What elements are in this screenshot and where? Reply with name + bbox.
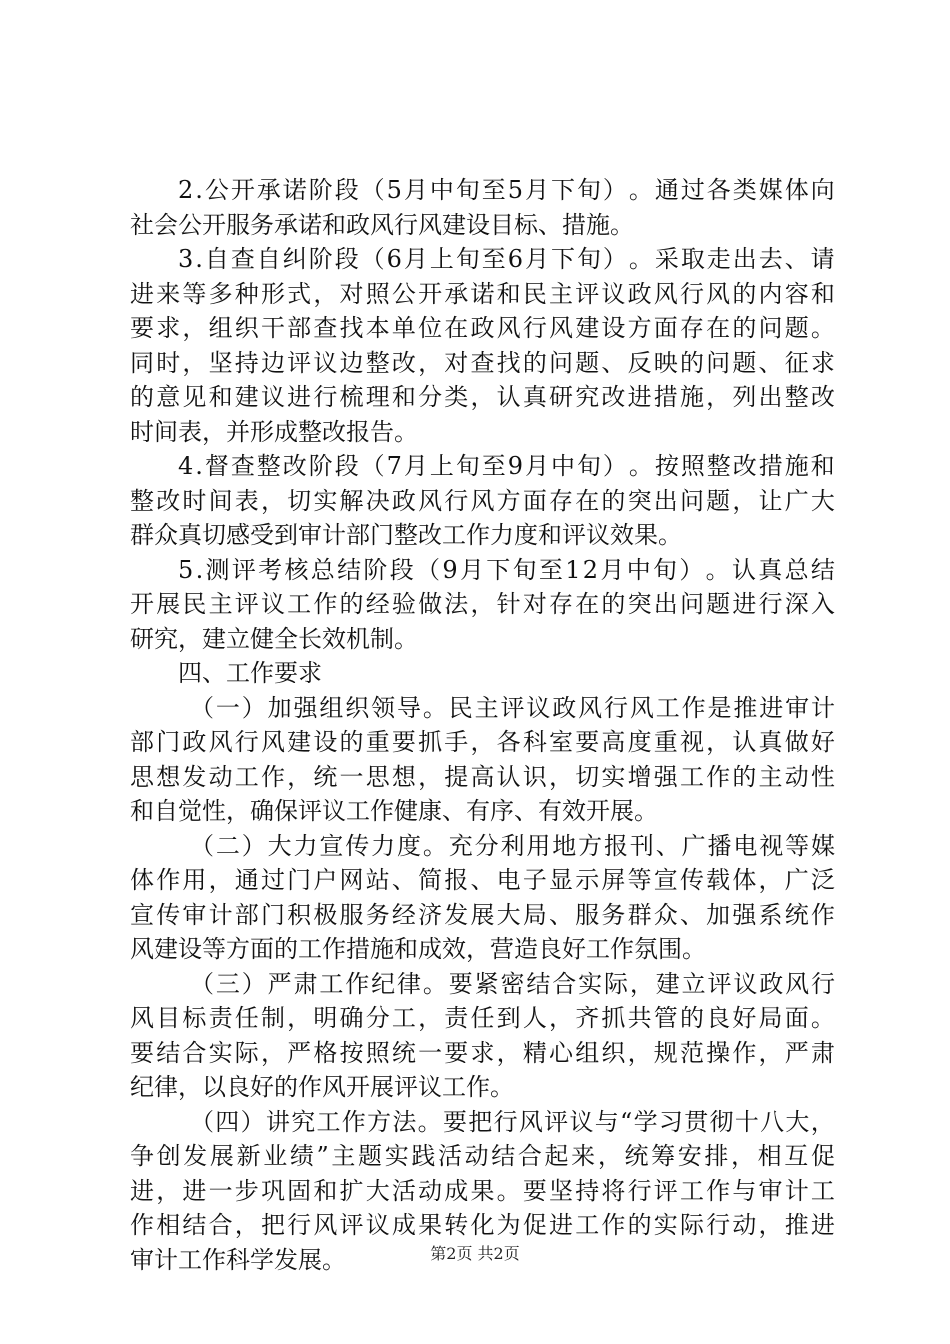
paragraph: [130, 967, 835, 1105]
paragraph-line: 开 展 民 主 评 议 工 作 的 经 验 做 法 ， 针 对 存 在 的 突 出 问 题 进 行 深 入: [130, 590, 835, 618]
page-footer: 第2页 共2页: [430, 1244, 520, 1263]
paragraph-line: 研究，建立健全长效机制。: [130, 624, 418, 653]
paragraph-line: （ 三 ） 严 肃 工 作 纪 律 。 要 紧 密 结 合 实 际 ， 建 立 评 议 政 风 行: [190, 969, 835, 998]
paragraph-line: 群众真切感受到审计部门整改工作力度和评议效果。: [130, 521, 682, 549]
paragraph-line: 2 . 公 开 承 诺 阶 段 （ 5 月 中 旬 至 5 月 下 旬 ） 。 通 过 各 类 媒 体 向: [178, 176, 835, 204]
paragraph-line: 整 改 时 间 表 ， 切 实 解 决 政 风 行 风 方 面 存 在 的 突 出 问 题 ， 让 广 大: [130, 486, 835, 515]
paragraph-line: 同 时 ， 坚 持 边 评 议 边 整 改 ， 对 查 找 的 问 题 、 反 映 的 问 题 、 征 求: [130, 348, 835, 377]
paragraph-line: 社会公开服务承诺和政风行风建设目标、措施。: [130, 210, 634, 239]
paragraph-line: 四、工作要求: [178, 659, 322, 687]
paragraph: [130, 553, 835, 657]
paragraph-line: 风建设等方面的工作措施和成效，营造良好工作氛围。: [130, 935, 706, 963]
paragraph: [130, 656, 835, 691]
paragraph-line: 风 目 标 责 任 制 ， 明 确 分 工 ， 责 任 到 人 ， 齐 抓 共 管 的 良 好 局 面 。: [130, 1004, 835, 1032]
paragraph-line: 部 门 政 风 行 风 建 设 的 重 要 抓 手 ， 各 科 室 要 高 度 重 视 ， 认 真 做 好: [130, 728, 835, 756]
paragraph-line: 和自觉性，确保评议工作健康、有序、有效开展。: [130, 797, 658, 825]
paragraph-line: 宣 传 审 计 部 门 积 极 服 务 经 济 发 展 大 局 、 服 务 群 众 、 加 强 系 统 作: [130, 900, 835, 929]
paragraph-line: 时间表，并形成整改报告。: [130, 417, 418, 446]
paragraph-line: 作 相 结 合 ， 把 行 风 评 议 成 果 转 化 为 促 进 工 作 的 实 际 行 动 ， 推 进: [130, 1211, 835, 1239]
paragraph: [130, 691, 835, 829]
paragraph-line: 审计工作科学发展。: [130, 1245, 346, 1274]
paragraph-line: 5 . 测 评 考 核 总 结 阶 段 （ 9 月 下 旬 至 1 2 月 中 旬 ） 。 认 真 总 结: [178, 555, 835, 584]
paragraph-line: 要 结 合 实 际 ， 严 格 按 照 统 一 要 求 ， 精 心 组 织 ， 规 范 操 作 ， 严 肃: [130, 1038, 835, 1067]
paragraph-line: 进 来 等 多 种 形 式 ， 对 照 公 开 承 诺 和 民 主 评 议 政 风 行 风 的 内 容 和: [130, 279, 835, 308]
document-body: [130, 173, 835, 1277]
paragraph-line: 4 . 督 查 整 改 阶 段 （ 7 月 上 旬 至 9 月 中 旬 ） 。 按 照 整 改 措 施 和: [178, 452, 835, 480]
paragraph: [130, 173, 835, 242]
paragraph-line: 要 求 ， 组 织 干 部 查 找 本 单 位 在 政 风 行 风 建 设 方 面 存 在 的 问 题 。: [130, 314, 835, 342]
paragraph-line: 体 作 用 ， 通 过 门 户 网 站 、 简 报 、 电 子 显 示 屏 等 宣 传 载 体 ， 广 泛: [130, 866, 835, 894]
paragraph-line: 思 想 发 动 工 作 ， 统 一 思 想 ， 提 高 认 识 ， 切 实 增 强 工 作 的 主 动 性: [130, 762, 835, 791]
paragraph-line: 纪律，以良好的作风开展评议工作。: [130, 1073, 514, 1101]
paragraph-line: 进 ， 进 一 步 巩 固 和 扩 大 活 动 成 果 。 要 坚 持 将 行 评 工 作 与 审 计 工: [130, 1176, 835, 1205]
paragraph-line: （ 四 ） 讲 究 工 作 方 法 。 要 把 行 风 评 议 与 “ 学 习 贯 彻 十 八 大 ，: [190, 1107, 835, 1136]
paragraph: [130, 829, 835, 967]
paragraph-line: 3 . 自 查 自 纠 阶 段 （ 6 月 上 旬 至 6 月 下 旬 ） 。 采 取 走 出 去 、 请: [178, 245, 835, 273]
paragraph-line: （ 一 ） 加 强 组 织 领 导 。 民 主 评 议 政 风 行 风 工 作 是 推 进 审 计: [190, 693, 835, 722]
paragraph-line: （ 二 ） 大 力 宣 传 力 度 。 充 分 利 用 地 方 报 刊 、 广 播 电 视 等 媒: [190, 831, 835, 860]
paragraph-line: 争 创 发 展 新 业 绩 ” 主 题 实 践 活 动 结 合 起 来 ， 统 筹 安 排 ， 相 互 促: [130, 1142, 835, 1170]
paragraph: [130, 449, 835, 553]
paragraph-line: 的 意 见 和 建 议 进 行 梳 理 和 分 类 ， 认 真 研 究 改 进 措 施 ， 列 出 整 改: [130, 383, 835, 411]
paragraph: [130, 242, 835, 449]
